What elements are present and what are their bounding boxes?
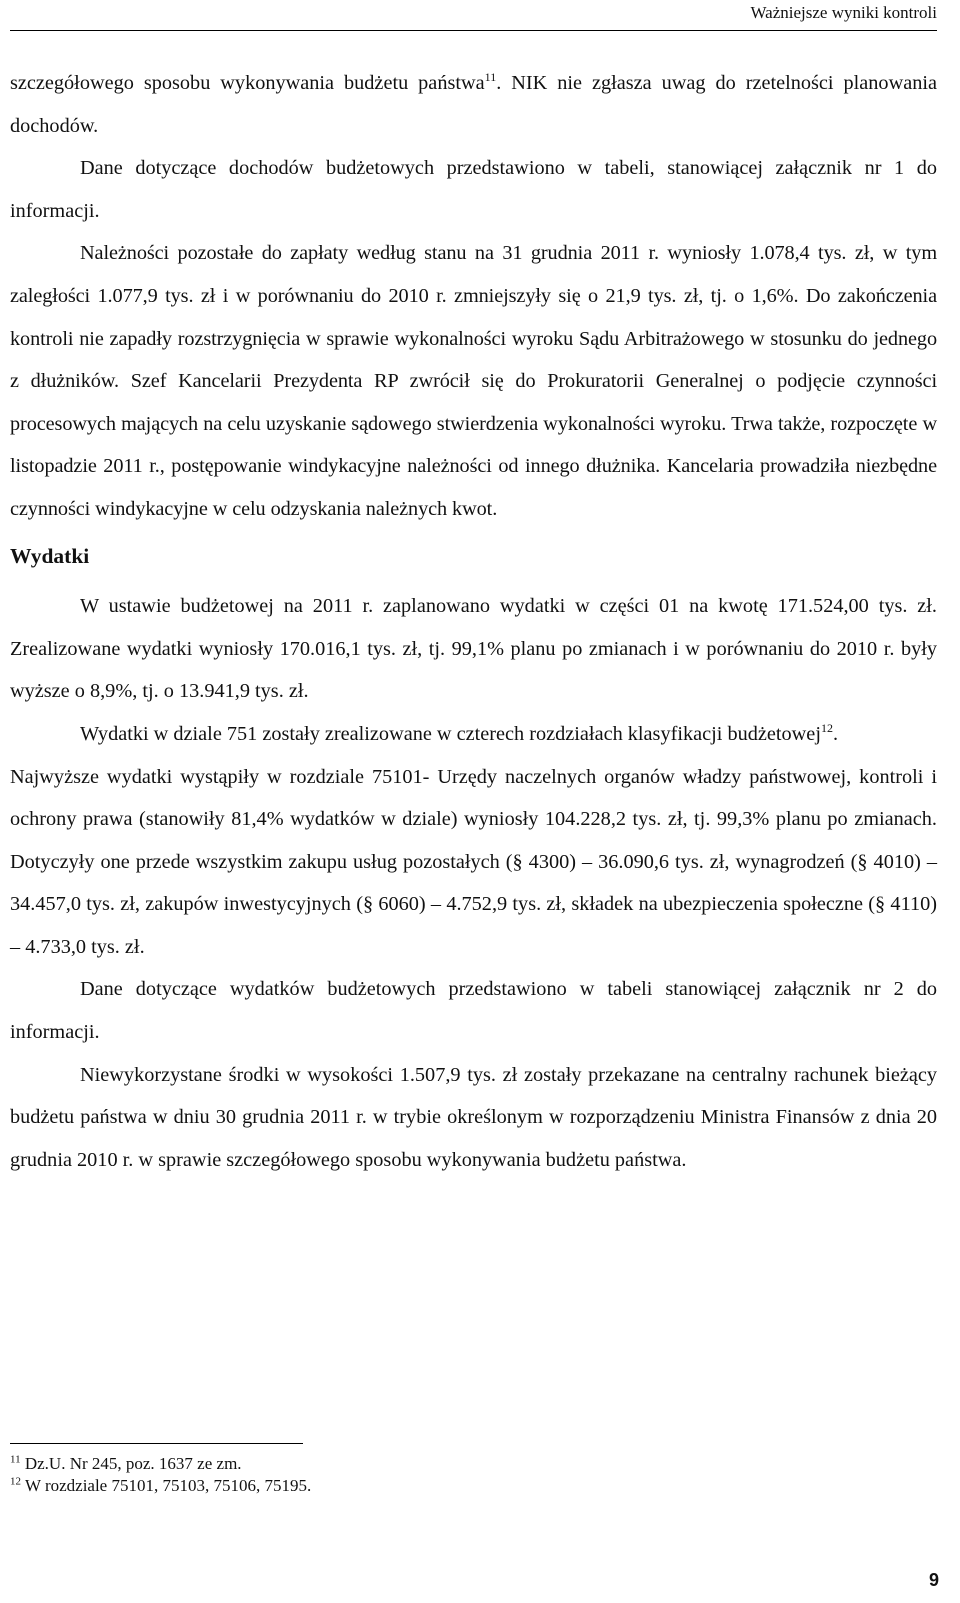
running-header (10, 0, 937, 31)
section-heading-wydatki: Wydatki (10, 543, 90, 568)
document-body (10, 62, 937, 1181)
paragraph-3: Należności pozostałe do zapłaty według stanu na 31 grudnia 2011 r. wyniosły 1.078,4 tys. zł, w tym zaległości 1.077,9 tys. zł i w porównaniu do 2010 r. zmniejszyły się o 21,9 tys. zł, tj. o 1,6%. Do zakończenia kontroli nie zapadły rozstrzygnięcia w sprawie wykonalności wyroku Sądu Arbitrażowego w stosunku do jednego z dłużników. Szef Kancelarii Prezydenta RP zwrócił się do Prokuratorii Generalnej o podjęcie czynności procesowych mających na celu uzyskanie sądowego stwierdzenia wykonalności wyroku. Trwa także, rozpoczęte w listopadzie 2011 r., postępowanie windykacyjne należności od innego dłużnika. Kancelaria prowadziła niezbędne czynności windykacyjne w celu odzyskania należnych kwot. (10, 242, 937, 520)
footnote-separator (10, 1443, 303, 1444)
footnote-text: W rozdziale 75101, 75103, 75106, 75195. (24, 1476, 312, 1495)
paragraph-2: Dane dotyczące dochodów budżetowych przedstawiono w tabeli, stanowiącej załącznik nr 1 do informacji. (10, 157, 937, 222)
paragraph-6: Najwyższe wydatki wystąpiły w rozdziale 75101- Urzędy naczelnych organów władzy państwowej, kontroli i ochrony prawa (stanowiły 81,4% wydatków w dziale) wyniosły 104.228,2 tys. zł, tj. 99,3% planu po zmianach. Dotyczyły one przede wszystkim zakupu usług pozostałych (§ 4300) – 36.090,6 tys. zł, wynagrodzeń (§ 4010) – 34.457,0 tys. zł, zakupów inwestycyjnych (§ 6060) – 4.752,9 tys. zł, składek na ubezpieczenia społeczne (§ 4110) – 4.733,0 tys. zł. (10, 765, 937, 958)
paragraph-1-tail: . NIK nie zgłasza uwag do rzetelności planowania dochodów. (10, 72, 937, 137)
footnote-ref-11: 11 (484, 70, 497, 85)
paragraph-5-tail: . (832, 722, 839, 745)
footnote-number: 12 (10, 1475, 21, 1488)
paragraph-7: Dane dotyczące wydatków budżetowych przedstawiono w tabeli stanowiącej załącznik nr 2 do informacji. (10, 978, 937, 1044)
footnote-number: 11 (10, 1453, 21, 1466)
paragraph-5 (10, 713, 937, 756)
header-title: Ważniejsze wyniki kontroli (750, 3, 937, 22)
paragraph-5-text: Wydatki w dziale 751 zostały zrealizowane w czterech rozdziałach klasyfikacji budżetowej (80, 722, 821, 745)
page-number: 9 (928, 1570, 939, 1590)
paragraph-1-text: szczegółowego sposobu wykonywania budżetu państwa (10, 72, 485, 94)
footnote-ref-12: 12 (820, 721, 833, 736)
footnotes (10, 1453, 311, 1497)
footnote-text: Dz.U. Nr 245, poz. 1637 ze zm. (24, 1454, 242, 1473)
footnote-12 (10, 1475, 311, 1497)
paragraph-1 (10, 62, 937, 147)
paragraph-8: Niewykorzystane środki w wysokości 1.507,9 tys. zł zostały przekazane na centralny rachunek bieżący budżetu państwa w dniu 30 grudnia 2011 r. w trybie określonym w rozporządzeniu Ministra Finansów z dnia 20 grudnia 2010 r. w sprawie szczegółowego sposobu wykonywania budżetu państwa. (10, 1063, 937, 1171)
paragraph-4: W ustawie budżetowej na 2011 r. zaplanowano wydatki w części 01 na kwotę 171.524,00 tys. zł. Zrealizowane wydatki wyniosły 170.016,1 tys. zł, tj. 99,1% planu po zmianach i w porównaniu do 2010 r. były wyższe o 8,9%, tj. o 13.941,9 tys. zł. (10, 595, 937, 703)
footnote-11 (10, 1453, 311, 1475)
